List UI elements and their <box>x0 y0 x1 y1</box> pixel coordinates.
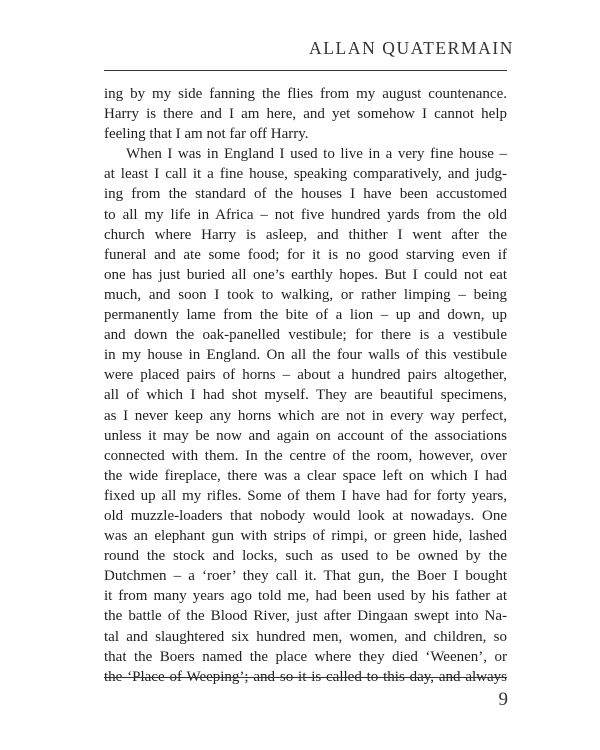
text-line: feeling that I am not far off Harry. <box>104 126 309 143</box>
text-line: all of which I had shot myself. They are beautiful specimens, <box>104 387 507 404</box>
footer-rule <box>104 677 507 678</box>
text-line: ing from the standard of the houses I have been accustomed <box>104 186 507 203</box>
text-line: fixed up all my rifles. Some of them I have had for forty years, <box>104 487 507 504</box>
text-line: was an elephant gun with strips of rimpi, or green hide, lashed <box>104 528 507 545</box>
text-line: Dutchmen – a ‘roer’ they call it. That gun, the Boer I bought <box>104 568 507 585</box>
running-head: ALLAN QUATERMAIN <box>309 38 514 58</box>
text-line: to all my life in Africa – not five hundred yards from the old <box>104 206 507 223</box>
text-line: round the stock and locks, such as used to be owned by the <box>104 548 507 565</box>
text-line: much, and soon I took to walking, or rather limping – being <box>104 286 507 303</box>
text-line: and down the oak-panelled vestibule; for there is a vestibule <box>104 327 507 344</box>
paragraph <box>104 84 507 144</box>
body-text <box>104 84 507 687</box>
text-line: the ‘Place of Weeping’; and so it is called to this day, and always <box>104 668 507 685</box>
text-line: were placed pairs of horns – about a hundred pairs altogether, <box>104 367 507 384</box>
text-line: funeral and ate some food; for it is no good starving even if <box>104 246 507 263</box>
text-line: it from many years ago told me, had been used by his father at <box>104 588 507 605</box>
text-line: When I was in England I used to live in a very fine house – <box>126 146 507 163</box>
text-line: at least I call it a fine house, speaking comparatively, and judg- <box>104 166 507 183</box>
text-line: unless it may be now and again on account of the associations <box>104 427 507 444</box>
text-line: Harry is there and I am here, and yet somehow I cannot help <box>104 106 507 123</box>
text-line: as I never keep any horns which are not in every way perfect, <box>104 407 507 424</box>
text-line: old muzzle-loaders that nobody would look at nowadays. One <box>104 507 507 524</box>
text-line: connected with them. In the centre of the room, however, over <box>104 447 507 464</box>
text-line: permanently lame from the bite of a lion – up and down, up <box>104 307 507 324</box>
text-line: church where Harry is asleep, and thither I went after the <box>104 226 507 243</box>
text-line: the battle of the Blood River, just after Dingaan swept into Na- <box>104 608 507 625</box>
text-line: that the Boers named the place where they died ‘Weenen’, or <box>104 648 507 665</box>
text-line: in my house in England. On all the four walls of this vestibule <box>104 347 507 364</box>
page-number: 9 <box>498 689 508 710</box>
text-line: ing by my side fanning the flies from my august countenance. <box>104 86 507 102</box>
header-rule <box>104 70 507 71</box>
paragraph <box>104 144 507 687</box>
text-line: one has just buried all one’s earthly hopes. But I could not eat <box>104 266 507 283</box>
text-line: tal and slaughtered six hundred men, women, and children, so <box>104 628 507 645</box>
text-line: the wide fireplace, there was a clear space left on which I had <box>104 467 507 484</box>
